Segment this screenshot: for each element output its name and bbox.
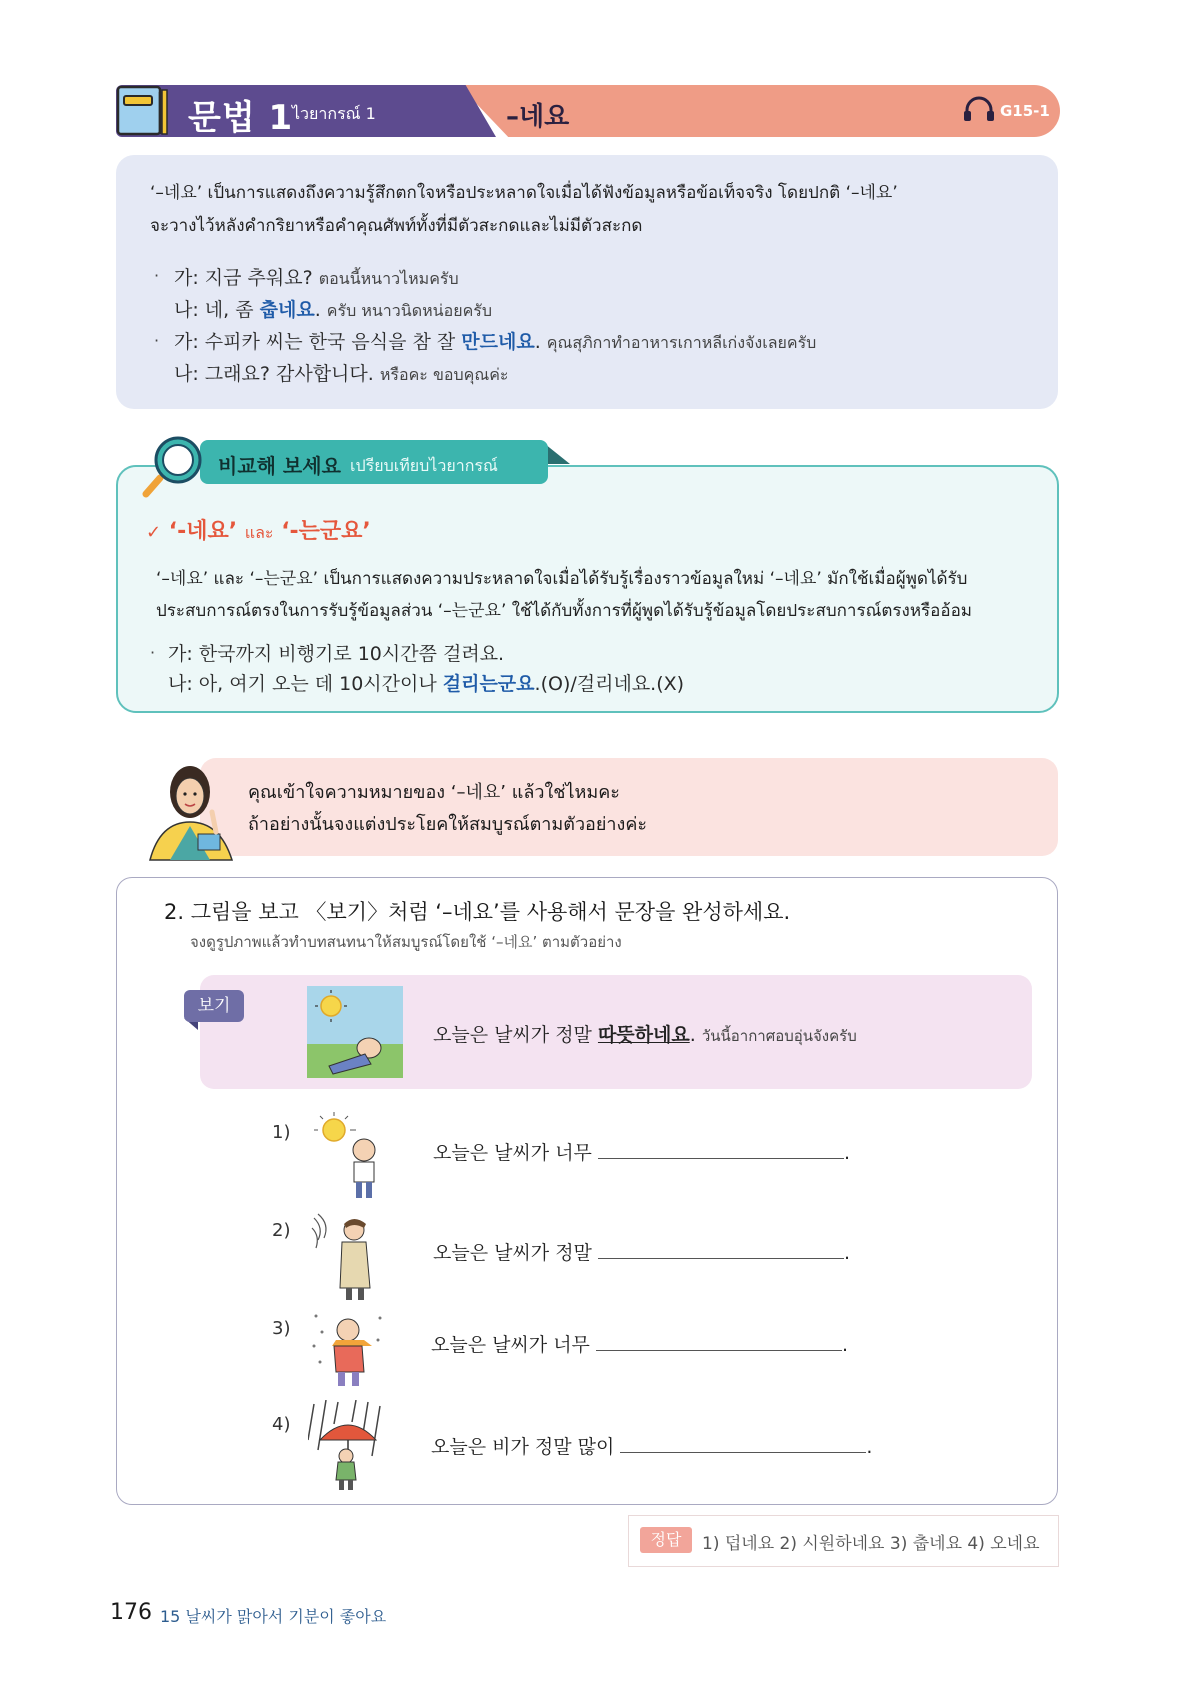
answer-key-tag: 정답 <box>640 1527 692 1553</box>
rainy-weather-image <box>308 1400 388 1492</box>
cold-weather-image <box>308 1306 388 1390</box>
compare-example-b <box>168 669 684 696</box>
example-sentence <box>433 1020 857 1048</box>
compare-heading-and: และ <box>244 523 274 542</box>
compare-heading <box>146 514 371 546</box>
exercise-box <box>116 877 1058 1505</box>
example-2-b-korean: 나: 그래요? 감사합니다. <box>174 363 374 385</box>
bullet: · <box>154 266 160 285</box>
example-sunny-picnic-image <box>307 986 403 1078</box>
bullet: · <box>150 643 156 662</box>
item-3-prompt: 오늘은 날씨가 너무 <box>431 1334 590 1356</box>
example-2-a <box>174 327 816 356</box>
cool-breeze-image <box>310 1208 384 1302</box>
hot-weather-image <box>308 1110 390 1202</box>
example-1-a <box>174 263 459 292</box>
explanation-line-2: จะวางไว้หลังคำกริยาหรือคำคุณศัพท์ทั้งที่มีตัวสะกดและไม่มีตัวสะกด <box>150 216 643 236</box>
chapter-title: 15 날씨가 맑아서 기분이 좋아요 <box>160 1607 387 1626</box>
answer-blank-3[interactable] <box>596 1332 842 1351</box>
compare-subtitle: เปรียบเทียบไวยากรณ์ <box>350 456 498 475</box>
compare-example-a: 가: 한국까지 비행기로 10시간쯤 걸려요. <box>168 643 505 665</box>
example-2-a-korean: 가: 수피카 씨는 한국 음식을 참 잘 <box>174 331 462 353</box>
compare-line-1: ‘–네요’ และ ‘–는군요’ เป็นการแสดงความประหลาดใจเมื่อได้รับรู้เรื่องราวข้อมูลใหม่ ‘–네요’ มักใช้เมื่อผู้พูดได้รับ <box>156 569 968 589</box>
grammar-point: –네요 <box>506 102 570 132</box>
compare-example-b-end: .(O)/걸리네요.(X) <box>534 673 685 695</box>
teacher-line-2: ถ้าอย่างนั้นจงแต่งประโยคให้สมบูรณ์ตามตัวอย่างค่ะ <box>248 814 648 835</box>
page-number: 176 <box>110 1600 152 1625</box>
exercise-item-4 <box>431 1432 872 1459</box>
example-sentence-answer: 따뜻하네요 <box>597 1024 690 1046</box>
answer-key-text: 1) 덥네요 2) 시원하네요 3) 춥네요 4) 오네요 <box>702 1534 1040 1554</box>
exercise-item-2 <box>433 1238 850 1265</box>
answer-blank-1[interactable] <box>598 1140 844 1159</box>
example-tag: 보기 <box>184 990 244 1022</box>
grammar-section-subtitle: ไวยากรณ์ 1 <box>292 104 376 123</box>
check-icon: ✓ <box>146 522 162 543</box>
magnifier-icon <box>142 434 206 500</box>
example-2-b <box>174 359 509 388</box>
teacher-speech-bubble <box>200 758 1058 856</box>
exercise-item-3 <box>431 1330 848 1357</box>
answer-blank-2[interactable] <box>598 1240 844 1259</box>
example-1-b-korean: 나: 네, 좀 <box>174 299 260 321</box>
example-sentence-end: . <box>689 1024 696 1046</box>
example-1-b-end: . <box>314 299 321 321</box>
example-1-a-korean: 가: 지금 추워요? <box>174 267 313 289</box>
item-4-prompt: 오늘은 비가 정말 많이 <box>431 1436 615 1458</box>
item-number: 2) <box>272 1220 291 1241</box>
compare-example-b-korean: 나: 아, 여기 오는 데 10시간이나 <box>168 673 443 695</box>
item-number: 4) <box>272 1414 291 1435</box>
item-3-end: . <box>841 1334 849 1356</box>
answer-blank-4[interactable] <box>620 1434 866 1453</box>
compare-heading-a: ‘-네요’ <box>168 519 238 544</box>
compare-line-2: ประสบการณ์ตรงในการรับรู้ข้อมูลส่วน ‘–는군요’ ใช้ได้กับทั้งการที่ผู้พูดได้รับรู้ข้อมูลโดยประสบการณ์ตรงหรืออ้อม <box>156 601 972 621</box>
audio-track-code[interactable]: G15-1 <box>1000 102 1050 120</box>
example-sentence-thai: วันนี้อากาศอบอุ่นจังครับ <box>701 1027 857 1045</box>
teacher-line-1: คุณเข้าใจความหมายของ ‘–네요’ แล้วใช่ไหมคะ <box>248 782 620 803</box>
compare-title: 비교해 보세요 <box>218 454 341 478</box>
bullet: · <box>154 331 160 350</box>
headphones-icon[interactable] <box>962 96 996 122</box>
item-1-prompt: 오늘은 날씨가 너무 <box>433 1142 592 1164</box>
exercise-title: 2. 그림을 보고 〈보기〉처럼 ‘–네요’를 사용해서 문장을 완성하세요. <box>164 900 791 924</box>
example-2-a-thai: คุณสุภิกาทำอาหารเกาหลีเก่งจังเลยครับ <box>546 333 817 352</box>
grammar-section-title: 문법 1 <box>188 98 294 138</box>
example-1-a-thai: ตอนนี้หนาวไหมครับ <box>318 269 459 288</box>
explanation-line-1: ‘–네요’ เป็นการแสดงถึงความรู้สึกตกใจหรือประหลาดใจเมื่อได้ฟังข้อมูลหรือข้อเท็จจริง โดยปกติ ‘–네요’ <box>150 183 898 203</box>
exercise-subtitle: จงดูรูปภาพแล้วทำบทสนทนาให้สมบูรณ์โดยใช้ ‘–네요’ ตามตัวอย่าง <box>190 933 622 951</box>
example-2-a-end: . <box>534 331 541 353</box>
item-1-end: . <box>843 1142 851 1164</box>
item-2-end: . <box>843 1242 851 1264</box>
example-2-a-highlight: 만드네요 <box>461 331 535 353</box>
compare-example-b-highlight: 걸리는군요 <box>442 673 535 695</box>
item-2-prompt: 오늘은 날씨가 정말 <box>433 1242 592 1264</box>
item-number: 1) <box>272 1122 291 1143</box>
teacher-illustration <box>140 752 240 862</box>
example-2-b-thai: หรือคะ ขอบคุณค่ะ <box>379 365 509 384</box>
example-sentence-korean: 오늘은 날씨가 정말 <box>433 1024 598 1046</box>
book-icon <box>114 84 170 138</box>
item-4-end: . <box>866 1436 873 1458</box>
item-number: 3) <box>272 1318 291 1339</box>
exercise-item-1 <box>433 1138 850 1165</box>
example-1-b <box>174 295 492 324</box>
example-1-b-highlight: 춥네요 <box>259 299 315 321</box>
compare-heading-b: ‘-는군요’ <box>281 519 371 544</box>
example-1-b-thai: ครับ หนาวนิดหน่อยครับ <box>326 301 493 320</box>
